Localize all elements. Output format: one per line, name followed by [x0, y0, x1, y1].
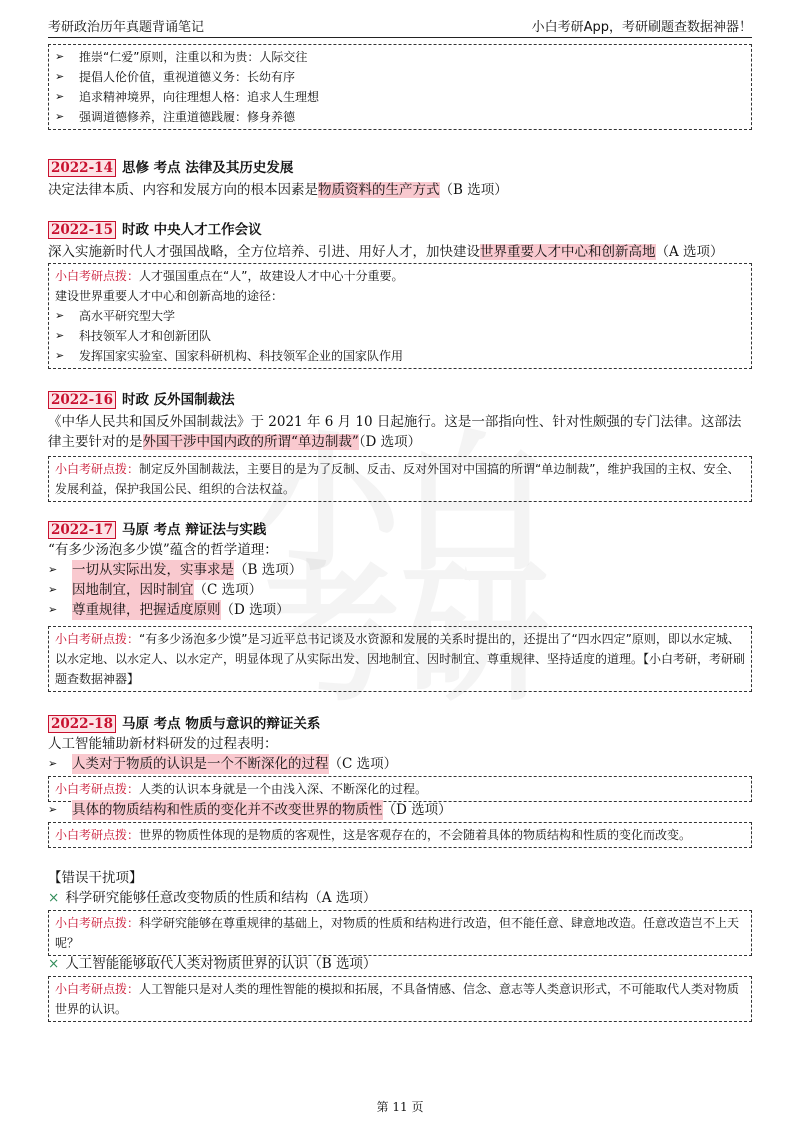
- cross-icon: ×: [48, 956, 60, 972]
- list-item: ➢ 发挥国家实验室、国家科研机构、科技领军企业的国家队作用: [55, 346, 745, 366]
- answer-highlight: 外国干涉中国内政的所谓“单边制裁”: [142, 434, 359, 450]
- tip-box: 小白考研点拨：制定反外国制裁法，主要目的是为了反制、反击、反对外国对中国搞的所谓“单边制裁”，维护我国的主权、安全、发展利益，保护我国公民、组织的合法权益。: [48, 456, 752, 502]
- arrow-icon: ➢: [55, 309, 65, 322]
- list-item: ➢ 尊重规律，把握适度原则 （D 选项）: [48, 602, 290, 618]
- tip-label: 小白考研点拨：: [55, 782, 140, 796]
- top-box: [48, 44, 752, 130]
- list-item: ➢ 因地制宜，因时制宜 （C 选项）: [48, 582, 263, 598]
- header-divider: [48, 37, 752, 38]
- arrow-icon: ➢: [48, 583, 58, 596]
- tip-box: 小白考研点拨：人工智能只是对人类的理性智能的模拟和拓展，不具备情感、信念、意志等人类意识形式，不可能取代人类对物质世界的认识。: [48, 976, 752, 1022]
- list-item: ➢ 具体的物质结构和性质的变化并不改变世界的物质性 （D 选项）: [48, 802, 452, 818]
- tip-box: 小白考研点拨：人才强国重点在“人”，故建设人才中心十分重要。 建设世界重要人才中心和创新高地的途径： ➢ 高水平研究型大学 ➢ 科技领军人才和创新团队 ➢ 发挥国家实验室、国家科研机构、科技领军企业的国家队作用: [48, 263, 752, 369]
- section-title: 马原 考点 辩证法与实践: [121, 522, 267, 538]
- section-2022-15: 2022-15 时政 中央人才工作会议 深入实施新时代人才强国战略，全方位培养、引进、用好人才，加快建设世界重要人才中心和创新高地（A 选项）: [48, 222, 724, 260]
- page-number: 第 11 页: [376, 1100, 424, 1114]
- header-right: 小白考研App，考研刷题查数据神器！: [531, 20, 752, 35]
- tip-label: 小白考研点拨：: [55, 462, 140, 476]
- list-item: ➢ 推崇“仁爱”原则，注重以和为贵：人际交往: [55, 47, 745, 67]
- section-title: 思修 考点 法律及其历史发展: [121, 160, 294, 176]
- section-2022-18: 2022-18 马原 考点 物质与意识的辩证关系 人工智能辅助新材料研发的过程表明： ➢ 人类对于物质的认识是一个不断深化的过程 （C 选项）: [48, 714, 752, 774]
- tip-box: 小白考研点拨：世界的物质性体现的是物质的客观性，这是客观存在的，不会随着具体的物质结构和性质的变化而改变。: [48, 822, 752, 848]
- section-2022-16: 2022-16 时政 反外国制裁法 《中华人民共和国反外国制裁法》于 2021 年 6 月 10 日起施行。这是一部指向性、针对性颇强的专门法律。这部法律主要针对的是外国干涉中国内政的所谓“单边制裁”（D 选项）: [48, 392, 742, 450]
- question-tag: 2022-15: [48, 221, 116, 239]
- arrow-icon: ➢: [55, 329, 65, 342]
- wrong-option-2: × 人工智能能够取代人类对物质世界的认识（B 选项）: [48, 956, 377, 972]
- arrow-icon: ➢: [55, 90, 65, 103]
- answer-highlight: 世界重要人才中心和创新高地: [480, 244, 656, 260]
- arrow-icon: ➢: [48, 757, 58, 770]
- page-header: [48, 14, 752, 36]
- cross-icon: ×: [48, 890, 60, 906]
- wrong-title: 【错误干扰项】: [48, 870, 143, 886]
- tip-label: 小白考研点拨：: [55, 982, 140, 996]
- wrong-options: 【错误干扰项】 × 科学研究能够任意改变物质的性质和结构（A 选项）: [48, 868, 752, 908]
- list-item: ➢ 高水平研究型大学: [55, 306, 745, 326]
- tip-box: 小白考研点拨：科学研究能够在尊重规律的基础上，对物质的性质和结构进行改造，但不能任意、肆意地改造。任意改造岂不上天呢？: [48, 910, 752, 956]
- question-tag: 2022-16: [48, 391, 116, 409]
- list-item: ➢ 人类对于物质的认识是一个不断深化的过程 （C 选项）: [48, 756, 398, 772]
- section-2022-14: 2022-14 思修 考点 法律及其历史发展 决定法律本质、内容和发展方向的根本因素是物质资料的生产方式（B 选项）: [48, 160, 508, 198]
- question-tag: 2022-18: [48, 715, 116, 733]
- arrow-icon: ➢: [48, 603, 58, 616]
- arrow-icon: ➢: [48, 803, 58, 816]
- list-item: ➢ 一切从实际出发，实事求是 （B 选项）: [48, 562, 303, 578]
- header-left: 考研政治历年真题背诵笔记: [48, 20, 205, 35]
- arrow-icon: ➢: [55, 349, 65, 362]
- tip-label: 小白考研点拨：: [55, 632, 140, 646]
- section-title: 马原 考点 物质与意识的辩证关系: [121, 716, 321, 732]
- tip-box: 小白考研点拨：人类的认识本身就是一个由浅入深、不断深化的过程。: [48, 776, 752, 802]
- tip-box: 小白考研点拨：“有多少汤泡多少馍”是习近平总书记谈及水资源和发展的关系时提出的，还提出了“四水四定”原则，即以水定城、以水定地、以水定人、以水定产，明显体现了从实际出发、因地制宜、因时制宜、尊重规律、坚持适度的道理。【小白考研，考研刷题查数据神器】: [48, 626, 752, 692]
- section-2022-18-item2: [48, 800, 752, 820]
- answer-highlight: 物质资料的生产方式: [318, 182, 440, 198]
- question-tag: 2022-14: [48, 159, 116, 177]
- arrow-icon: ➢: [55, 50, 65, 63]
- tip-label: 小白考研点拨：: [55, 828, 140, 842]
- section-title: 时政 反外国制裁法: [121, 392, 235, 408]
- question-tag: 2022-17: [48, 521, 116, 539]
- section-2022-17: 2022-17 马原 考点 辩证法与实践 “有多少汤泡多少馍”蕴含的哲学道理： ➢ 一切从实际出发，实事求是 （B 选项） ➢ 因地制宜，因时制宜 （C 选项） ➢ 尊重规律，把握适度原则 （D 选项）: [48, 520, 752, 620]
- tip-label: 小白考研点拨：: [55, 916, 140, 930]
- section-title: 时政 中央人才工作会议: [121, 222, 262, 238]
- list-item: ➢ 提倡人伦价值，重视道德义务：长幼有序: [55, 67, 745, 87]
- list-item: ➢ 强调道德修养，注重道德践履：修身养德: [55, 107, 745, 127]
- list-item: ➢ 科技领军人才和创新团队: [55, 326, 745, 346]
- arrow-icon: ➢: [48, 563, 58, 576]
- arrow-icon: ➢: [55, 70, 65, 83]
- list-item: ➢ 追求精神境界，向往理想人格：追求人生理想: [55, 87, 745, 107]
- tip-label: 小白考研点拨：: [55, 269, 140, 283]
- arrow-icon: ➢: [55, 110, 65, 123]
